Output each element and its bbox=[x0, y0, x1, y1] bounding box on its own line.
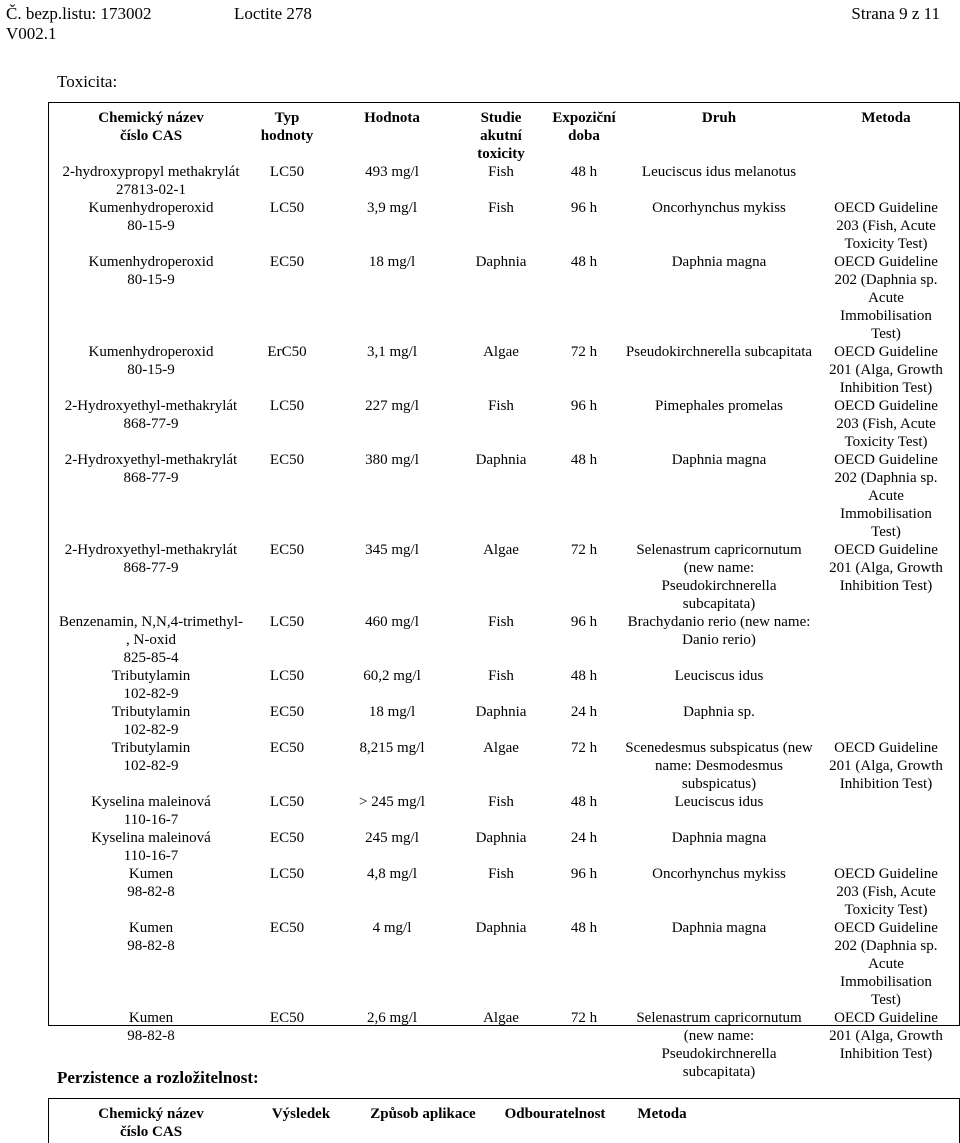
table-row bbox=[53, 703, 959, 739]
value-type-cell: LC50 bbox=[269, 794, 305, 810]
method-cell: OECD Guideline 201 (Alga, Growth Inhibition Test) bbox=[829, 344, 943, 396]
exposure-time-cell: 48 h bbox=[570, 254, 598, 270]
value-type-cell: LC50 bbox=[269, 200, 305, 216]
value-type-cell: EC50 bbox=[269, 542, 305, 558]
header-result: Výsledek bbox=[271, 1106, 331, 1122]
exposure-time-cell: 48 h bbox=[570, 668, 598, 684]
table-row bbox=[53, 451, 959, 541]
exposure-time-cell: 72 h bbox=[570, 542, 598, 558]
species-cell: Pimephales promelas bbox=[655, 398, 783, 414]
species-cell: Pseudokirchnerella subcapitata bbox=[625, 344, 813, 360]
species-cell: Daphnia magna bbox=[671, 452, 767, 468]
exposure-time-cell: 24 h bbox=[570, 704, 598, 720]
table-row bbox=[53, 829, 959, 865]
header-application: Způsob aplikace bbox=[370, 1106, 476, 1122]
value-cell: 460 mg/l bbox=[365, 614, 419, 630]
table-row bbox=[53, 667, 959, 703]
acute-study-cell: Algae bbox=[483, 740, 519, 756]
version: V002.1 bbox=[6, 24, 57, 43]
exposure-time-cell: 72 h bbox=[570, 1010, 598, 1026]
acute-study-cell: Algae bbox=[483, 344, 519, 360]
chemical-name-cell: Tributylamin 102-82-9 bbox=[111, 740, 191, 774]
species-cell: Selenastrum capricornutum (new name: Pseudokirchnerella subcapitata) bbox=[636, 542, 802, 612]
exposure-time-cell: 48 h bbox=[570, 452, 598, 468]
acute-study-cell: Fish bbox=[488, 398, 514, 414]
species-cell: Scenedesmus subspicatus (new name: Desmodesmus subspicatus) bbox=[625, 740, 813, 792]
table-row bbox=[53, 163, 959, 199]
value-cell: > 245 mg/l bbox=[359, 794, 425, 810]
header-chemical-name: Chemický název číslo CAS bbox=[98, 1106, 204, 1140]
exposure-time-cell: 72 h bbox=[570, 740, 598, 756]
acute-study-cell: Daphnia bbox=[475, 704, 527, 720]
method-cell: OECD Guideline 201 (Alga, Growth Inhibition Test) bbox=[829, 740, 943, 792]
method-cell bbox=[813, 703, 959, 739]
chemical-name-cell: Kumenhydroperoxid 80-15-9 bbox=[88, 254, 214, 288]
table-row bbox=[53, 541, 959, 613]
exposure-time-cell: 24 h bbox=[570, 830, 598, 846]
value-cell: 3,9 mg/l bbox=[366, 200, 417, 216]
value-type-cell: EC50 bbox=[269, 1010, 305, 1026]
acute-study-cell: Fish bbox=[488, 164, 514, 180]
toxicity-table bbox=[53, 109, 959, 1081]
chemical-name-cell: Benzenamin, N,N,4-trimethyl- , N-oxid 825-85-4 bbox=[58, 614, 244, 666]
method-cell: OECD Guideline 203 (Fish, Acute Toxicity Test) bbox=[834, 866, 938, 918]
chemical-name-cell: 2-Hydroxyethyl-methakrylát 868-77-9 bbox=[64, 542, 238, 576]
toxicity-header-row bbox=[53, 109, 959, 163]
method-cell: OECD Guideline 202 (Daphnia sp. Acute Immobilisation Test) bbox=[834, 452, 938, 540]
species-cell: Daphnia magna bbox=[671, 830, 767, 846]
method-cell bbox=[813, 667, 959, 703]
persistence-header-row bbox=[53, 1105, 957, 1141]
acute-study-cell: Fish bbox=[488, 794, 514, 810]
chemical-name-cell: Kumen 98-82-8 bbox=[127, 1010, 175, 1044]
chemical-name-cell: 2-Hydroxyethyl-methakrylát 868-77-9 bbox=[64, 452, 238, 486]
value-cell: 18 mg/l bbox=[368, 704, 416, 720]
chemical-name-cell: Kyselina maleinová 110-16-7 bbox=[91, 830, 211, 864]
species-cell: Leuciscus idus bbox=[674, 668, 764, 684]
value-cell: 227 mg/l bbox=[365, 398, 419, 414]
table-row bbox=[53, 613, 959, 667]
acute-study-cell: Algae bbox=[483, 542, 519, 558]
species-cell: Daphnia magna bbox=[671, 920, 767, 936]
table-row bbox=[53, 253, 959, 343]
acute-study-cell: Daphnia bbox=[475, 254, 527, 270]
persistence-title: Perzistence a rozložitelnost: bbox=[57, 1068, 259, 1087]
method-cell: OECD Guideline 203 (Fish, Acute Toxicity Test) bbox=[834, 398, 938, 450]
chemical-name-cell: 2-hydroxypropyl methakrylát 27813-02-1 bbox=[62, 164, 240, 198]
value-cell: 245 mg/l bbox=[365, 830, 419, 846]
header-method: Metoda bbox=[637, 1106, 687, 1122]
header-value: Hodnota bbox=[364, 110, 420, 126]
species-cell: Brachydanio rerio (new name: Danio rerio) bbox=[627, 614, 811, 648]
header-acute-study: Studie akutní toxicity bbox=[477, 110, 525, 162]
doc-number: Č. bezp.listu: 173002 bbox=[6, 4, 152, 23]
header-method: Metoda bbox=[861, 110, 911, 126]
table-row bbox=[53, 793, 959, 829]
product-name: Loctite 278 bbox=[234, 4, 312, 23]
value-type-cell: EC50 bbox=[269, 920, 305, 936]
value-cell: 8,215 mg/l bbox=[359, 740, 425, 756]
exposure-time-cell: 96 h bbox=[570, 398, 598, 414]
species-cell: Daphnia sp. bbox=[683, 704, 755, 720]
value-type-cell: LC50 bbox=[269, 614, 305, 630]
acute-study-cell: Fish bbox=[488, 200, 514, 216]
method-cell bbox=[813, 613, 959, 667]
chemical-name-cell: Kumen 98-82-8 bbox=[127, 920, 175, 954]
header-value-type: Typ hodnoty bbox=[260, 110, 314, 144]
persistence-table-box bbox=[48, 1098, 960, 1143]
acute-study-cell: Fish bbox=[488, 866, 514, 882]
acute-study-cell: Daphnia bbox=[475, 830, 527, 846]
value-type-cell: ErC50 bbox=[267, 344, 307, 360]
value-cell: 2,6 mg/l bbox=[366, 1010, 417, 1026]
acute-study-cell: Algae bbox=[483, 1010, 519, 1026]
value-cell: 4 mg/l bbox=[372, 920, 412, 936]
acute-study-cell: Daphnia bbox=[475, 920, 527, 936]
table-row bbox=[53, 397, 959, 451]
header-chemical-name: Chemický název číslo CAS bbox=[98, 110, 204, 144]
method-cell bbox=[813, 793, 959, 829]
value-type-cell: LC50 bbox=[269, 164, 305, 180]
value-cell: 18 mg/l bbox=[368, 254, 416, 270]
value-cell: 4,8 mg/l bbox=[366, 866, 417, 882]
header-spacer bbox=[707, 1105, 957, 1141]
value-type-cell: EC50 bbox=[269, 704, 305, 720]
acute-study-cell: Fish bbox=[488, 668, 514, 684]
chemical-name-cell: Tributylamin 102-82-9 bbox=[111, 704, 191, 738]
method-cell bbox=[813, 829, 959, 865]
value-type-cell: EC50 bbox=[269, 254, 305, 270]
value-cell: 493 mg/l bbox=[365, 164, 419, 180]
species-cell: Leuciscus idus melanotus bbox=[641, 164, 797, 180]
chemical-name-cell: Kumenhydroperoxid 80-15-9 bbox=[88, 200, 214, 234]
table-row bbox=[53, 199, 959, 253]
method-cell: OECD Guideline 201 (Alga, Growth Inhibition Test) bbox=[829, 1010, 943, 1062]
value-cell: 3,1 mg/l bbox=[366, 344, 417, 360]
exposure-time-cell: 96 h bbox=[570, 200, 598, 216]
value-type-cell: LC50 bbox=[269, 398, 305, 414]
table-row bbox=[53, 865, 959, 919]
persistence-table bbox=[53, 1105, 957, 1141]
chemical-name-cell: Kumenhydroperoxid 80-15-9 bbox=[88, 344, 214, 378]
method-cell: OECD Guideline 202 (Daphnia sp. Acute Immobilisation Test) bbox=[834, 254, 938, 342]
value-type-cell: EC50 bbox=[269, 740, 305, 756]
species-cell: Oncorhynchus mykiss bbox=[652, 866, 786, 882]
acute-study-cell: Fish bbox=[488, 614, 514, 630]
chemical-name-cell: Kumen 98-82-8 bbox=[127, 866, 175, 900]
header-exposure-time: Expoziční doba bbox=[552, 110, 616, 144]
exposure-time-cell: 96 h bbox=[570, 866, 598, 882]
chemical-name-cell: Kyselina maleinová 110-16-7 bbox=[91, 794, 211, 828]
species-cell: Leuciscus idus bbox=[674, 794, 764, 810]
method-cell: OECD Guideline 202 (Daphnia sp. Acute Immobilisation Test) bbox=[834, 920, 938, 1008]
value-cell: 60,2 mg/l bbox=[363, 668, 421, 684]
value-type-cell: EC50 bbox=[269, 830, 305, 846]
exposure-time-cell: 96 h bbox=[570, 614, 598, 630]
value-type-cell: EC50 bbox=[269, 452, 305, 468]
method-cell bbox=[813, 163, 959, 199]
table-row bbox=[53, 919, 959, 1009]
acute-study-cell: Daphnia bbox=[475, 452, 527, 468]
exposure-time-cell: 48 h bbox=[570, 794, 598, 810]
species-cell: Daphnia magna bbox=[671, 254, 767, 270]
value-type-cell: LC50 bbox=[269, 866, 305, 882]
page-number: Strana 9 z 11 bbox=[851, 4, 940, 23]
chemical-name-cell: Tributylamin 102-82-9 bbox=[111, 668, 191, 702]
method-cell: OECD Guideline 201 (Alga, Growth Inhibition Test) bbox=[829, 542, 943, 594]
exposure-time-cell: 48 h bbox=[570, 164, 598, 180]
header-species: Druh bbox=[701, 110, 737, 126]
header-degradability: Odbouratelnost bbox=[504, 1106, 606, 1122]
species-cell: Selenastrum capricornutum (new name: Pseudokirchnerella subcapitata) bbox=[636, 1010, 802, 1080]
exposure-time-cell: 48 h bbox=[570, 920, 598, 936]
value-cell: 380 mg/l bbox=[365, 452, 419, 468]
table-row bbox=[53, 343, 959, 397]
method-cell: OECD Guideline 203 (Fish, Acute Toxicity Test) bbox=[834, 200, 938, 252]
value-cell: 345 mg/l bbox=[365, 542, 419, 558]
species-cell: Oncorhynchus mykiss bbox=[652, 200, 786, 216]
chemical-name-cell: 2-Hydroxyethyl-methakrylát 868-77-9 bbox=[64, 398, 238, 432]
toxicity-title: Toxicita: bbox=[57, 72, 118, 91]
exposure-time-cell: 72 h bbox=[570, 344, 598, 360]
value-type-cell: LC50 bbox=[269, 668, 305, 684]
table-row bbox=[53, 739, 959, 793]
